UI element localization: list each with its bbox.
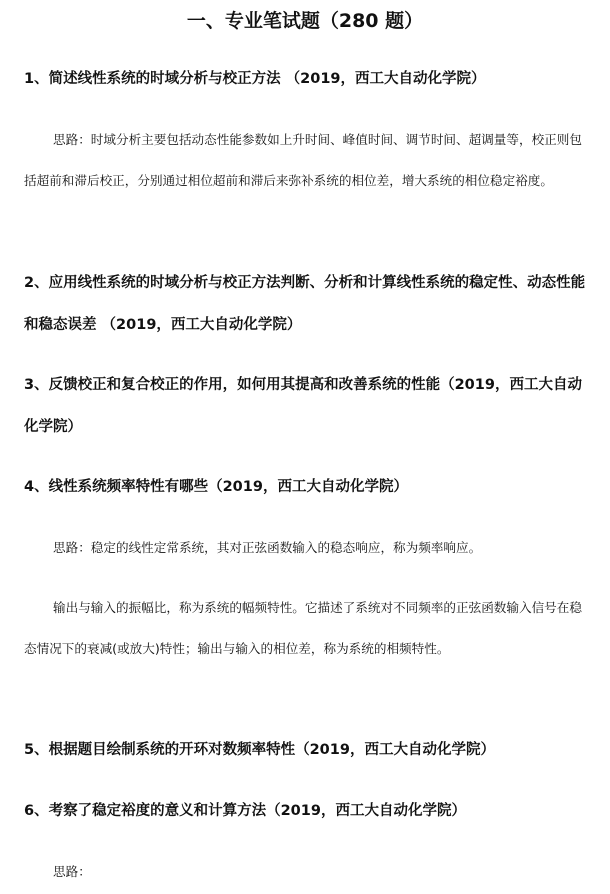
answer-1-paragraph: 思路：时域分析主要包括动态性能参数如上升时间、峰值时间、调节时间、超调量等，校正则包括超前和滞后校正，分别通过相位超前和滞后来弥补系统的相位差，增大系统的相位稳定裕度。 xyxy=(24,132,582,188)
section-title: 一、专业笔试题（280 题） xyxy=(186,10,424,32)
answer-6-paragraph: 思路： xyxy=(53,864,91,879)
question-5: 5、根据题目绘制系统的开环对数频率特性（2019，西工大自动化学院） xyxy=(24,742,495,758)
question-4: 4、线性系统频率特性有哪些（2019，西工大自动化学院） xyxy=(24,479,408,495)
question-6: 6、考察了稳定裕度的意义和计算方法（2019，西工大自动化学院） xyxy=(24,803,466,819)
question-1: 1、简述线性系统的时域分析与校正方法 （2019，西工大自动化学院） xyxy=(24,71,486,87)
answer-4-paragraph-1: 思路：稳定的线性定常系统，其对正弦函数输入的稳态响应，称为频率响应。 xyxy=(53,540,482,555)
question-2: 2、应用线性系统的时域分析与校正方法判断、分析和计算线性系统的稳定性、动态性能和稳态误差 （2019，西工大自动化学院） xyxy=(24,275,586,333)
answer-4-paragraph-2: 输出与输入的振幅比，称为系统的幅频特性。它描述了系统对不同频率的正弦函数输入信号在稳态情况下的衰减(或放大)特性；输出与输入的相位差，称为系统的相频特性。 xyxy=(24,600,582,656)
question-3: 3、反馈校正和复合校正的作用，如何用其提高和改善系统的性能（2019，西工大自动化学院） xyxy=(24,377,582,435)
